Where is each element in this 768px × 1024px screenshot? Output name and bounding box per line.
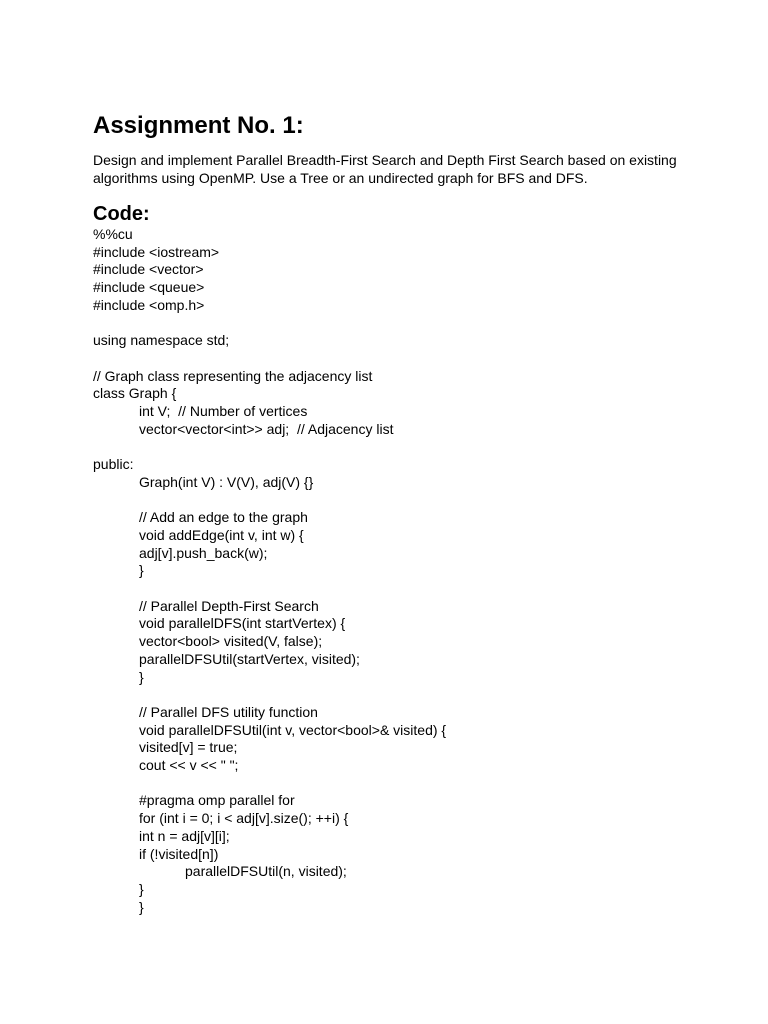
- code-line: using namespace std;: [93, 332, 230, 349]
- assignment-title: Assignment No. 1:: [93, 112, 304, 139]
- code-line: #include <omp.h>: [93, 296, 205, 313]
- code-line: [93, 438, 693, 456]
- code-line: class Graph {: [93, 385, 177, 402]
- code-line: }: [139, 880, 144, 897]
- code-line: // Graph class representing the adjacency list: [93, 367, 373, 384]
- code-line: adj[v].push_back(w);: [139, 544, 268, 561]
- code-line: for (int i = 0; i < adj[v].size(); ++i) {: [139, 810, 349, 827]
- code-line: }: [139, 668, 144, 685]
- code-line: #pragma omp parallel for: [139, 792, 295, 809]
- code-line: if (!visited[n]): [139, 845, 219, 862]
- assignment-description: Design and implement Parallel Breadth-First Search and Depth First Search based on existing algorithms using OpenMP. Use a Tree or an undirected graph for BFS and DFS.: [93, 152, 677, 186]
- code-line: parallelDFSUtil(n, visited);: [185, 863, 347, 880]
- code-line: vector<vector<int>> adj; // Adjacency list: [139, 420, 394, 437]
- code-line: [93, 686, 693, 704]
- code-line: int n = adj[v][i];: [139, 827, 230, 844]
- code-line: Graph(int V) : V(V), adj(V) {}: [139, 473, 314, 490]
- code-line: [93, 580, 693, 598]
- code-line: parallelDFSUtil(startVertex, visited);: [139, 650, 360, 667]
- code-line: // Parallel DFS utility function: [139, 703, 318, 720]
- document-page: [93, 112, 693, 916]
- code-line: void addEdge(int v, int w) {: [139, 526, 304, 543]
- code-line: visited[v] = true;: [139, 739, 238, 756]
- code-line: [93, 350, 693, 368]
- code-line: void parallelDFS(int startVertex) {: [139, 615, 346, 632]
- code-line: public:: [93, 456, 134, 473]
- code-line: #include <iostream>: [93, 243, 220, 260]
- code-line: int V; // Number of vertices: [139, 403, 308, 419]
- code-line: }: [139, 898, 144, 915]
- code-line: cout << v << " ";: [139, 757, 239, 773]
- code-line: [93, 492, 693, 510]
- code-line: #include <queue>: [93, 279, 205, 296]
- code-line: [93, 315, 693, 333]
- code-line: void parallelDFSUtil(int v, vector<bool>& visited) {: [139, 721, 447, 738]
- code-line: // Add an edge to the graph: [139, 509, 308, 526]
- code-block: [93, 226, 693, 916]
- code-line: }: [139, 562, 144, 579]
- code-line: %%cu: [93, 226, 133, 242]
- code-line: // Parallel Depth-First Search: [139, 597, 319, 614]
- code-line: vector<bool> visited(V, false);: [139, 633, 323, 650]
- code-line: #include <vector>: [93, 261, 204, 278]
- code-line: [93, 775, 693, 793]
- code-heading: Code:: [93, 203, 150, 225]
